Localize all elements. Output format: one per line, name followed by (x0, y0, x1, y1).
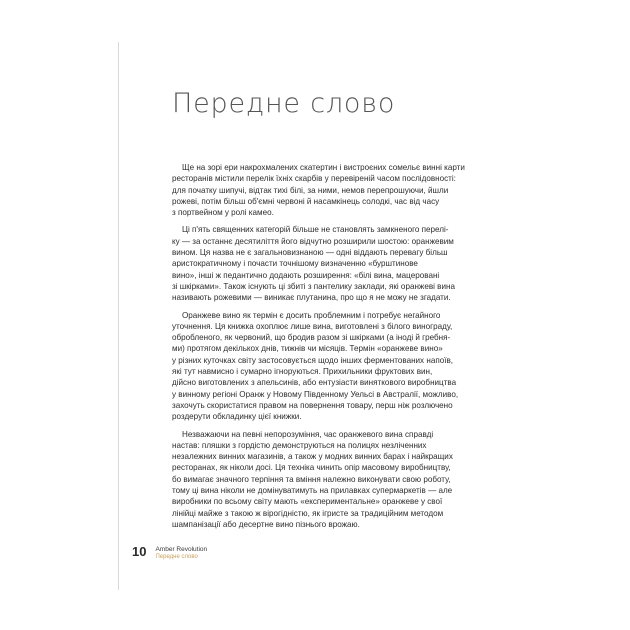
text-line: для початку шипучі, відтак тихі білі, за ними, немов перепрошуючи, йшли (172, 185, 449, 195)
text-line: аристократичному і почасти точнішому визначенню «бурштинове (172, 259, 418, 269)
text-line: ку — за останнє десятиліття його відчутно розширили шостою: оранжевим (172, 236, 454, 246)
page-edge-line (118, 42, 119, 590)
paragraph-2 (172, 224, 472, 303)
text-line: рожеві, потім більш об'ємні червоні й насамкінець солодкі, час від часу (172, 196, 440, 206)
page-footer (132, 545, 207, 561)
text-line: Ще на зорі ери накрохмалених скатертин і вистроєних сомельє винні карти (182, 163, 465, 172)
text-line: Оранжеве вино як термін є досить проблемним і потребує негайного (182, 310, 441, 320)
text-line: вино», інші ж педантично додають розширення: «білі вина, мацеровані (172, 270, 440, 280)
text-line: зі шкірками». Також існують ці збиті з пантелику заклади, які оранжеві вина (172, 281, 455, 291)
text-line: ресторанах, як ніколи досі. Ця техніка чинить опір масовому виробництву, (172, 463, 451, 473)
text-line: у різних куточках світу застосовується щодо інших ферментованих напоїв, (172, 355, 454, 365)
text-line: обробленого, як червоний, що бродив разом зі шкірками (а іноді й гребня- (172, 333, 451, 343)
book-title: Amber Revolution (155, 546, 208, 553)
text-line: ми) протягом декількох днів, тижнів чи місяців. Термін «оранжеве вино» (172, 344, 443, 354)
paragraph-4 (172, 429, 472, 531)
text-line: незалежних винних магазинів, а також у модних винних барах і найкращих (172, 452, 453, 462)
paragraph-3 (172, 310, 472, 423)
paragraph-1 (172, 162, 472, 218)
text-line: лінійці майже з такою ж вірогідністю, як ігристе за традиційним методом (172, 508, 444, 518)
page-title: Передне слово (172, 88, 396, 119)
text-line: ресторанів містили перелік їхніх скарбів у перевіреній часом послідовності: (172, 174, 456, 184)
text-line: Ці п'ять священних категорій більше не становлять замкненого перелі- (182, 225, 449, 235)
text-line: вином. Ця назва не є загальновизнаною — одні віддають перевагу більш (172, 248, 448, 258)
text-line: тому ці вина ніколи не домінуватимуть на прилавках супермаркетів — але (172, 486, 453, 496)
text-line: з портвейном у ролі камео. (172, 208, 274, 218)
text-line: виробники по всьому світу мають «експериментальне» оранжеве у свої (172, 497, 443, 507)
page-number: 10 (132, 544, 147, 559)
text-line: настав: пляшки з гордістю демонструються на полицях незліченних (172, 440, 427, 450)
text-line: які тут навмисно і сумарно ігноруються. Прихильники фруктових вин, (172, 367, 433, 377)
text-line: роздерути обкладинку цієї книжки. (172, 412, 302, 422)
text-line: бо вимагає значного терпіння та вміння належно виконувати свою роботу, (172, 474, 451, 484)
text-line: уточнення. Ця книжка охоплює лише вина, виготовлені з білого винограду, (172, 321, 453, 331)
text-line: дійсно виготовлених з апельсинів, або ентузіасти виняткового виробництва (172, 378, 457, 388)
section-name: Передне слово (155, 553, 198, 560)
text-line: називають рожевими — виникає плутанина, про що я не можу не згадати. (172, 293, 451, 303)
text-line: захочуть скористатися правом на повернення товару, перш ніж розлючено (172, 400, 453, 410)
text-line: шампанізації або десертне вино пізнього врожаю. (172, 519, 360, 529)
text-line: Незважаючи на певні непорозуміння, час оранжевого вина справді (182, 429, 434, 439)
body-text (172, 162, 472, 536)
running-footer (155, 546, 207, 561)
text-line: у винному регіоні Оранж у Новому Південному Уельсі в Австралії, можливо, (172, 389, 459, 399)
